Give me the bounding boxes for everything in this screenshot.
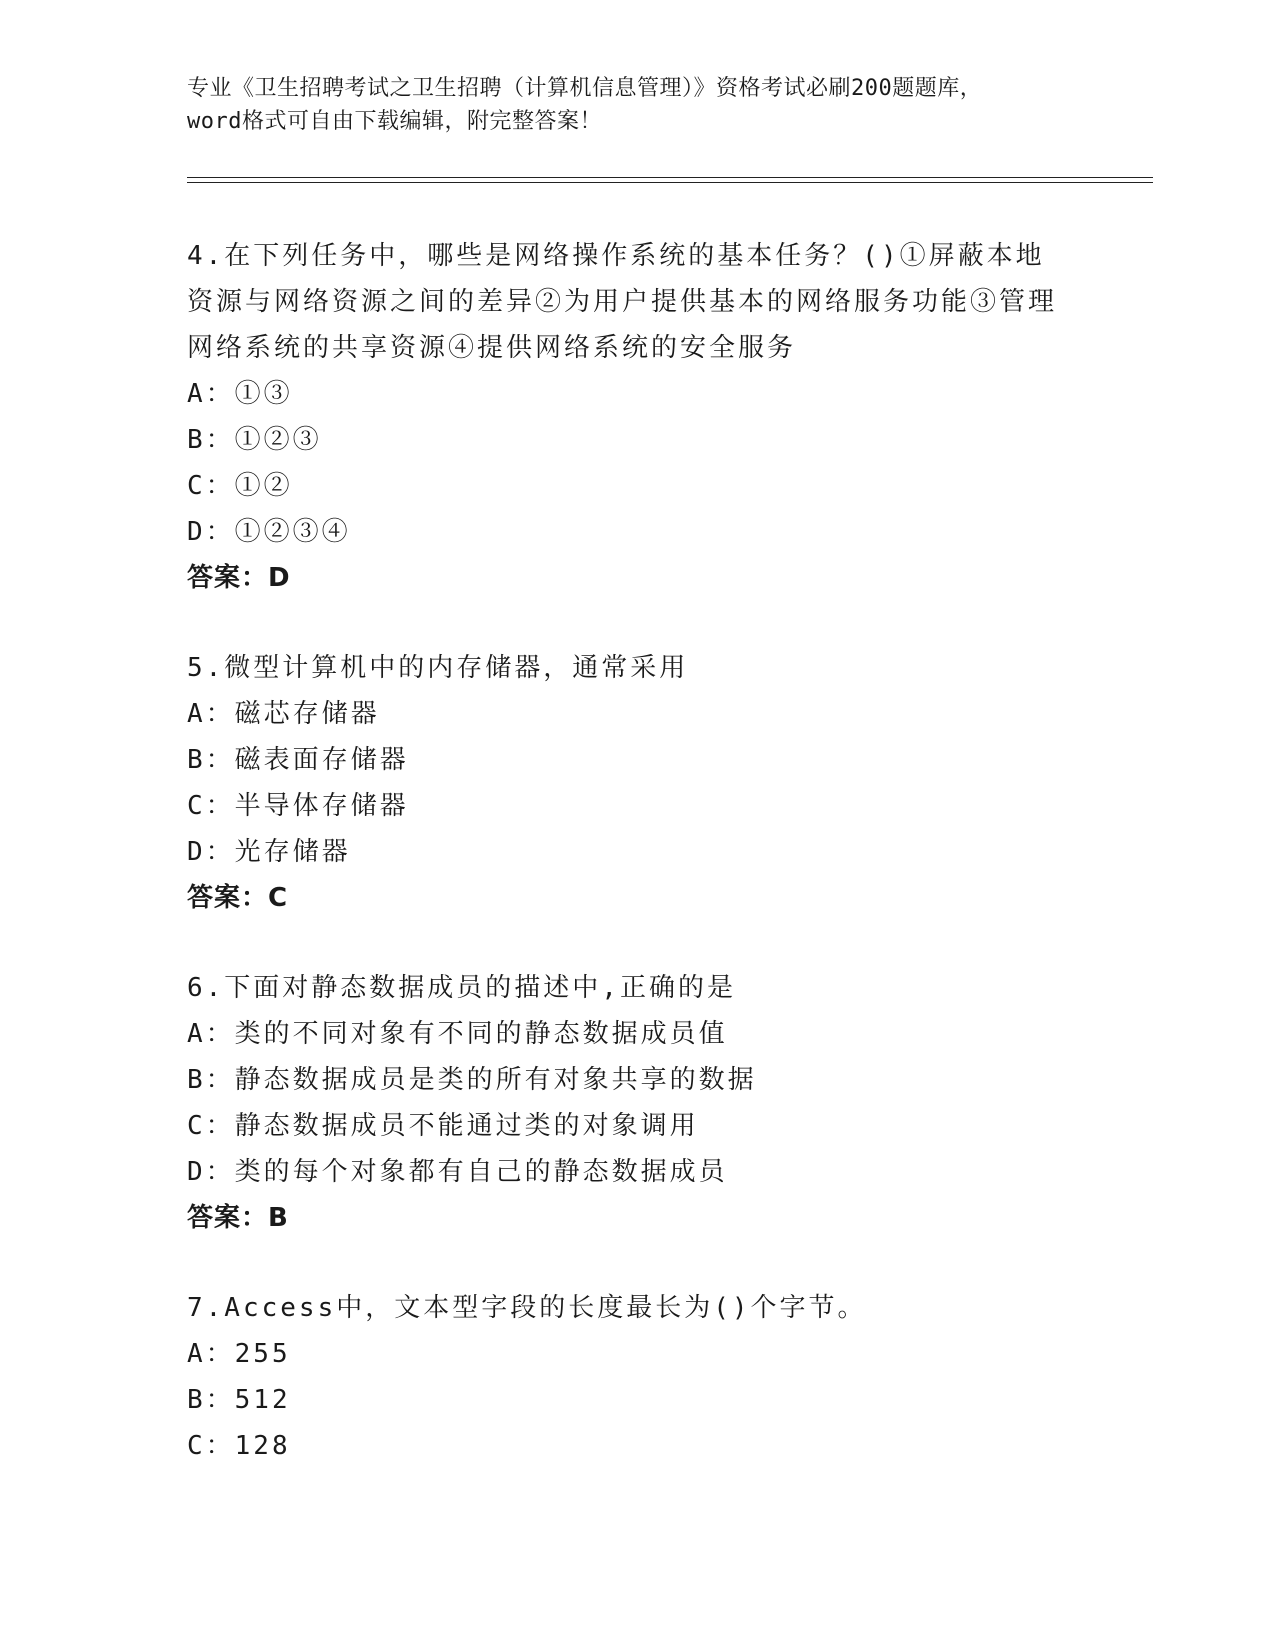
option-b: B：磁表面存储器: [187, 745, 409, 775]
header-divider-bottom: [187, 182, 1153, 183]
option-b: B：①②③: [187, 425, 322, 455]
question-text: 4.在下列任务中，哪些是网络操作系统的基本任务？()①屏蔽本地资源与网络资源之间的差异②为用户提供基本的网络服务功能③管理网络系统的共享资源④提供网络系统的安全服务: [187, 241, 1058, 363]
option-d: D：①②③④: [187, 517, 351, 547]
option-b: B：512: [187, 1385, 291, 1415]
option-d: D：光存储器: [187, 837, 351, 867]
option-a: A：磁芯存储器: [187, 699, 380, 729]
question-5: [187, 645, 1067, 921]
question-text: 5.微型计算机中的内存储器，通常采用: [187, 653, 689, 683]
option-b: B：静态数据成员是类的所有对象共享的数据: [187, 1065, 757, 1095]
document-header: [187, 72, 1087, 138]
question-text: 6.下面对静态数据成员的描述中,正确的是: [187, 973, 736, 1003]
option-c: C：半导体存储器: [187, 791, 409, 821]
header-divider-top: [187, 177, 1153, 178]
header-title-line-1: 专业《卫生招聘考试之卫生招聘（计算机信息管理）》资格考试必刷200题题库，: [187, 76, 983, 101]
option-c: C：128: [187, 1431, 291, 1461]
answer-label: 答案：C: [187, 883, 289, 913]
question-7: [187, 1285, 1067, 1469]
option-a: A：①③: [187, 379, 293, 409]
question-4: [187, 233, 1067, 601]
question-text: 7.Access中，文本型字段的长度最长为()个字节。: [187, 1293, 867, 1323]
option-d: D：类的每个对象都有自己的静态数据成员: [187, 1157, 728, 1187]
answer-label: 答案：D: [187, 563, 291, 593]
option-c: C：①②: [187, 471, 293, 501]
question-6: [187, 965, 1067, 1241]
header-title-line-2: word格式可自由下载编辑，附完整答案！: [187, 109, 602, 134]
answer-label: 答案：B: [187, 1203, 289, 1233]
option-a: A：类的不同对象有不同的静态数据成员值: [187, 1019, 728, 1049]
option-c: C：静态数据成员不能通过类的对象调用: [187, 1111, 699, 1141]
option-a: A：255: [187, 1339, 291, 1369]
